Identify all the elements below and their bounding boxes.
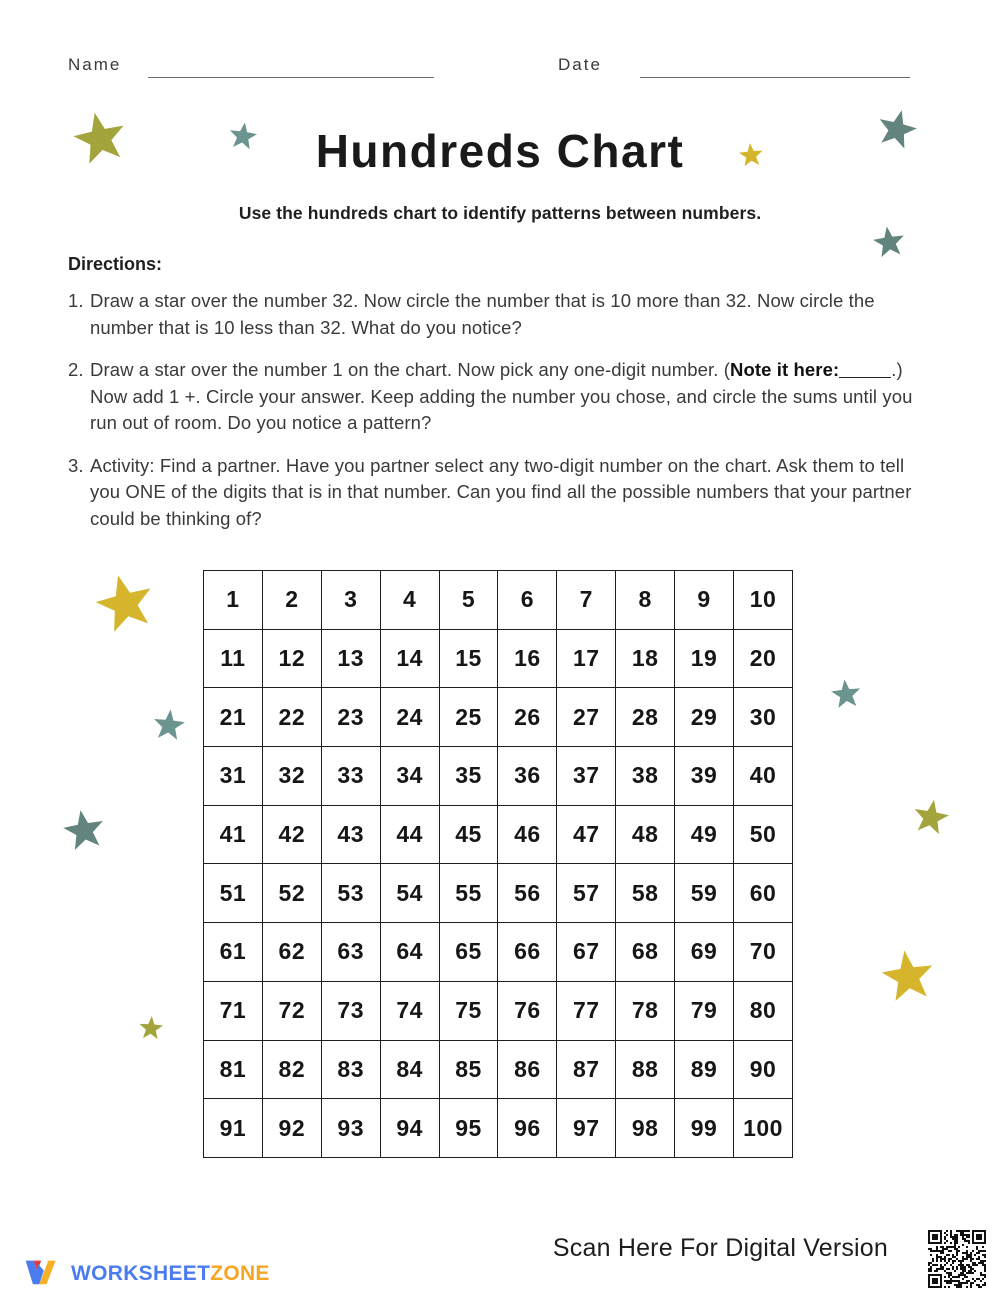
chart-cell-10[interactable]: 10 [734, 571, 793, 630]
chart-cell-96[interactable]: 96 [498, 1099, 557, 1158]
chart-cell-51[interactable]: 51 [204, 864, 263, 923]
chart-cell-95[interactable]: 95 [439, 1099, 498, 1158]
chart-cell-3[interactable]: 3 [321, 571, 380, 630]
decorative-star-icon [828, 676, 863, 711]
chart-cell-21[interactable]: 21 [204, 688, 263, 747]
chart-cell-55[interactable]: 55 [439, 864, 498, 923]
chart-cell-89[interactable]: 89 [675, 1040, 734, 1099]
chart-cell-78[interactable]: 78 [616, 981, 675, 1040]
name-write-line[interactable] [148, 77, 434, 78]
chart-cell-49[interactable]: 49 [675, 805, 734, 864]
direction-item-2 [68, 357, 928, 437]
chart-cell-93[interactable]: 93 [321, 1099, 380, 1158]
chart-cell-35[interactable]: 35 [439, 747, 498, 806]
hundreds-chart-body [204, 571, 793, 1158]
chart-cell-32[interactable]: 32 [262, 747, 321, 806]
table-row [204, 571, 793, 630]
decorative-star-icon [137, 1014, 165, 1042]
decorative-star-icon [870, 223, 908, 261]
chart-cell-87[interactable]: 87 [557, 1040, 616, 1099]
decorative-star-icon [59, 805, 110, 856]
chart-cell-56[interactable]: 56 [498, 864, 557, 923]
chart-cell-58[interactable]: 58 [616, 864, 675, 923]
chart-cell-25[interactable]: 25 [439, 688, 498, 747]
chart-cell-42[interactable]: 42 [262, 805, 321, 864]
direction-text-2-part2: .) Now add 1 +. Circle your answer. Keep adding the number you chose, and circle the sums until you run out of room. Do you notice a pattern? [90, 359, 913, 433]
chart-cell-94[interactable]: 94 [380, 1099, 439, 1158]
chart-cell-61[interactable]: 61 [204, 923, 263, 982]
chart-cell-31[interactable]: 31 [204, 747, 263, 806]
chart-cell-57[interactable]: 57 [557, 864, 616, 923]
direction-number-3: 3. [68, 454, 84, 476]
chart-cell-69[interactable]: 69 [675, 923, 734, 982]
table-row [204, 688, 793, 747]
chart-cell-65[interactable]: 65 [439, 923, 498, 982]
chart-cell-85[interactable]: 85 [439, 1040, 498, 1099]
chart-cell-23[interactable]: 23 [321, 688, 380, 747]
chart-cell-33[interactable]: 33 [321, 747, 380, 806]
chart-cell-75[interactable]: 75 [439, 981, 498, 1040]
chart-cell-13[interactable]: 13 [321, 629, 380, 688]
chart-cell-24[interactable]: 24 [380, 688, 439, 747]
hundreds-chart [203, 570, 793, 1158]
date-write-line[interactable] [640, 77, 910, 78]
decorative-star-icon [909, 795, 953, 839]
direction-item-3 [68, 453, 928, 533]
name-label: Name [68, 55, 122, 74]
hundreds-chart-table [203, 570, 793, 1158]
decorative-star-icon [67, 105, 133, 171]
table-row [204, 1040, 793, 1099]
chart-cell-5[interactable]: 5 [439, 571, 498, 630]
chart-cell-2[interactable]: 2 [262, 571, 321, 630]
directions-list [68, 288, 928, 548]
qr-code[interactable] [926, 1228, 992, 1294]
direction-number-2: 2. [68, 359, 84, 380]
chart-cell-44[interactable]: 44 [380, 805, 439, 864]
chart-cell-92[interactable]: 92 [262, 1099, 321, 1158]
table-row [204, 923, 793, 982]
logo-text-zone: ZONE [210, 1261, 270, 1285]
chart-cell-20[interactable]: 20 [734, 629, 793, 688]
chart-cell-70[interactable]: 70 [734, 923, 793, 982]
decorative-star-icon [876, 944, 939, 1007]
direction-text-3: Activity: Find a partner. Have you partner select any two-digit number on the chart. Ask them to tell you ONE of the digits that is in that number. Can you find all the possible numbers that your partner could be thinking of? [90, 454, 912, 529]
decorative-star-icon [87, 565, 162, 640]
chart-cell-22[interactable]: 22 [262, 688, 321, 747]
chart-cell-54[interactable]: 54 [380, 864, 439, 923]
page-title: Hundreds Chart [315, 125, 685, 177]
chart-cell-73[interactable]: 73 [321, 981, 380, 1040]
page-subtitle: Use the hundreds chart to identify patterns between numbers. [238, 203, 762, 223]
chart-cell-27[interactable]: 27 [557, 688, 616, 747]
chart-cell-59[interactable]: 59 [675, 864, 734, 923]
direction-number-1: 1. [68, 290, 84, 311]
chart-cell-90[interactable]: 90 [734, 1040, 793, 1099]
chart-cell-46[interactable]: 46 [498, 805, 557, 864]
worksheet-zone-logo-icon [22, 1257, 62, 1289]
chart-cell-12[interactable]: 12 [262, 629, 321, 688]
chart-cell-41[interactable]: 41 [204, 805, 263, 864]
chart-cell-100[interactable]: 100 [734, 1099, 793, 1158]
chart-cell-77[interactable]: 77 [557, 981, 616, 1040]
chart-cell-37[interactable]: 37 [557, 747, 616, 806]
chart-cell-45[interactable]: 45 [439, 805, 498, 864]
chart-cell-97[interactable]: 97 [557, 1099, 616, 1158]
table-row [204, 1099, 793, 1158]
chart-cell-50[interactable]: 50 [734, 805, 793, 864]
decorative-star-icon [737, 141, 765, 169]
scan-here-text: Scan Here For Digital Version [552, 1234, 888, 1262]
chart-cell-6[interactable]: 6 [498, 571, 557, 630]
chart-cell-72[interactable]: 72 [262, 981, 321, 1040]
chart-cell-52[interactable]: 52 [262, 864, 321, 923]
chart-cell-29[interactable]: 29 [675, 688, 734, 747]
chart-cell-62[interactable]: 62 [262, 923, 321, 982]
chart-cell-4[interactable]: 4 [380, 571, 439, 630]
chart-cell-11[interactable]: 11 [204, 629, 263, 688]
chart-cell-17[interactable]: 17 [557, 629, 616, 688]
chart-cell-48[interactable]: 48 [616, 805, 675, 864]
direction-item-1 [68, 288, 928, 341]
chart-cell-80[interactable]: 80 [734, 981, 793, 1040]
chart-cell-82[interactable]: 82 [262, 1040, 321, 1099]
chart-cell-79[interactable]: 79 [675, 981, 734, 1040]
chart-cell-26[interactable]: 26 [498, 688, 557, 747]
chart-cell-18[interactable]: 18 [616, 629, 675, 688]
chart-cell-15[interactable]: 15 [439, 629, 498, 688]
chart-cell-84[interactable]: 84 [380, 1040, 439, 1099]
directions-heading: Directions: [68, 254, 163, 274]
chart-cell-64[interactable]: 64 [380, 923, 439, 982]
chart-cell-76[interactable]: 76 [498, 981, 557, 1040]
chart-cell-60[interactable]: 60 [734, 864, 793, 923]
chart-cell-74[interactable]: 74 [380, 981, 439, 1040]
chart-cell-71[interactable]: 71 [204, 981, 263, 1040]
table-row [204, 805, 793, 864]
chart-cell-83[interactable]: 83 [321, 1040, 380, 1099]
chart-cell-66[interactable]: 66 [498, 923, 557, 982]
direction-text-2-part1: Draw a star over the number 1 on the chart. Now pick any one-digit number. ( [90, 359, 730, 380]
chart-cell-30[interactable]: 30 [734, 688, 793, 747]
chart-cell-98[interactable]: 98 [616, 1099, 675, 1158]
note-it-here-blank[interactable] [839, 377, 891, 378]
chart-cell-63[interactable]: 63 [321, 923, 380, 982]
chart-cell-39[interactable]: 39 [675, 747, 734, 806]
chart-cell-1[interactable]: 1 [204, 571, 263, 630]
worksheet-zone-logo[interactable] [22, 1255, 270, 1291]
date-label: Date [558, 55, 602, 74]
chart-cell-16[interactable]: 16 [498, 629, 557, 688]
chart-cell-53[interactable]: 53 [321, 864, 380, 923]
note-it-here-label: Note it here: [730, 359, 840, 380]
table-row [204, 629, 793, 688]
chart-cell-14[interactable]: 14 [380, 629, 439, 688]
logo-text-worksheet: WORKSHEET [71, 1261, 211, 1285]
chart-cell-68[interactable]: 68 [616, 923, 675, 982]
chart-cell-28[interactable]: 28 [616, 688, 675, 747]
chart-cell-47[interactable]: 47 [557, 805, 616, 864]
chart-cell-36[interactable]: 36 [498, 747, 557, 806]
direction-text-1: Draw a star over the number 32. Now circle the number that is 10 more than 32. Now circle the number that is 10 less than 32. What do you notice? [90, 290, 875, 338]
worksheet-zone-logo-text [71, 1263, 270, 1284]
chart-cell-99[interactable]: 99 [675, 1099, 734, 1158]
chart-cell-43[interactable]: 43 [321, 805, 380, 864]
chart-cell-38[interactable]: 38 [616, 747, 675, 806]
chart-cell-86[interactable]: 86 [498, 1040, 557, 1099]
chart-cell-91[interactable]: 91 [204, 1099, 263, 1158]
chart-cell-88[interactable]: 88 [616, 1040, 675, 1099]
chart-cell-8[interactable]: 8 [616, 571, 675, 630]
chart-cell-34[interactable]: 34 [380, 747, 439, 806]
name-date-row [0, 55, 1000, 89]
table-row [204, 864, 793, 923]
decorative-star-icon [226, 119, 260, 153]
chart-cell-9[interactable]: 9 [675, 571, 734, 630]
chart-cell-7[interactable]: 7 [557, 571, 616, 630]
chart-cell-40[interactable]: 40 [734, 747, 793, 806]
table-row [204, 981, 793, 1040]
decorative-star-icon [150, 706, 187, 743]
chart-cell-81[interactable]: 81 [204, 1040, 263, 1099]
chart-cell-19[interactable]: 19 [675, 629, 734, 688]
table-row [204, 747, 793, 806]
chart-cell-67[interactable]: 67 [557, 923, 616, 982]
